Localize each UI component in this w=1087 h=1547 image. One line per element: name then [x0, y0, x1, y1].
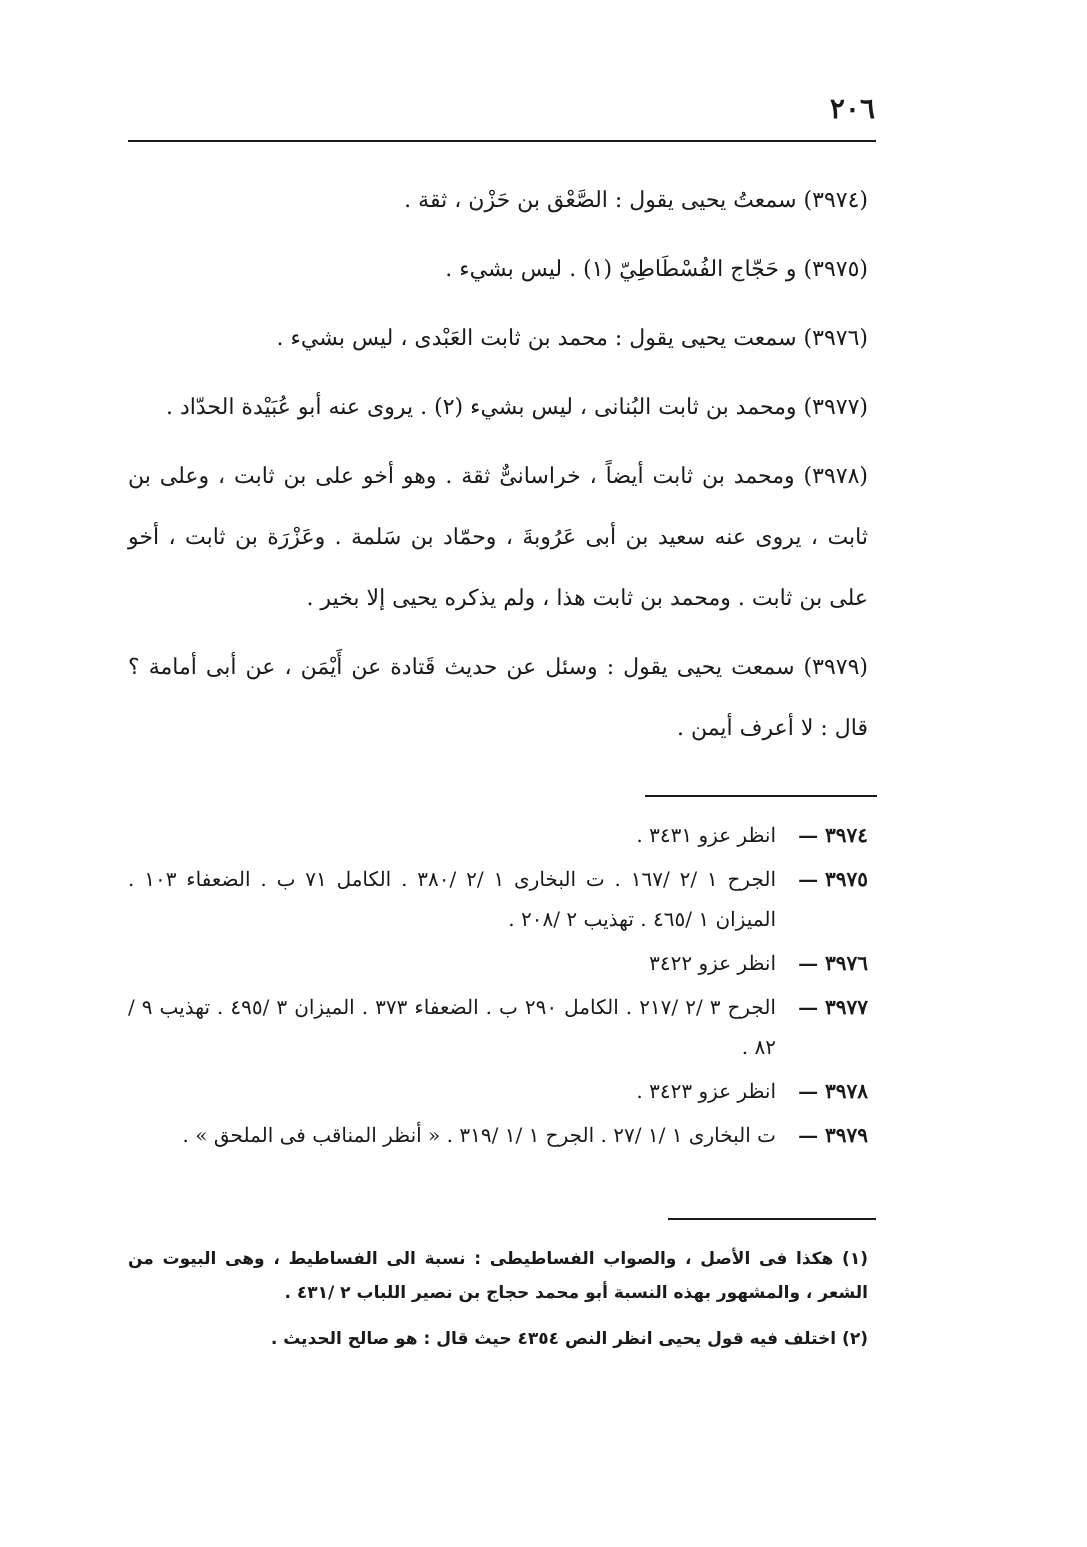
footnote-2: (٢) اختلف فيه قول يحيى انظر النص ٤٣٥٤ حيث قال : هو صالح الحديث . — [270, 1329, 868, 1349]
entry-3978: (٣٩٧٨) ومحمد بن ثابت أيضاً ، خراسانىٌّ ثقة . وهو أخو على بن ثابت ، وعلى بن ثابت ، يروى عنه سعيد بن أبى عَرُوبةَ ، وحمّاد بن سَلمة . وعَزْرَة بن ثابت ، أخو على بن ثابت . ومحمد بن ثابت هذا ، ولم يذكره يحيى إلا بخير . — [128, 464, 868, 611]
reference-text: ت البخارى ١ /١ /٢٧ . الجرح ١ /١ /٣١٩ . « أنظر المناقب فى الملحق » . — [182, 1123, 776, 1147]
reference-text: الجرح ٣ /٢ /٢١٧ . الكامل ٢٩٠ ب . الضعفاء ٣٧٣ . الميزان ٣ /٤٩٥ . تهذيب ٩ /٨٢ . — [128, 995, 776, 1059]
footnote-1: (١) هكذا فى الأصل ، والصواب الفساطيطى : نسبة الى الفساطيط ، وهى البيوت من الشعر ، والمشهور بهذه النسبة أبو محمد حجاج بن نصير اللباب ٢ /٤٣١ . — [128, 1249, 868, 1303]
entry-3979: (٣٩٧٩) سمعت يحيى يقول : وسئل عن حديث قَتادة عن أَيْمَن ، عن أبى أمامة ؟ قال : لا أعرف أيمن . — [128, 655, 868, 741]
reference-text: انظر عزو ٣٤٢٣ . — [636, 1079, 776, 1103]
page-number: ٢٠٦ — [829, 92, 875, 125]
reference-number: ٣٩٧٧ — — [798, 995, 868, 1019]
references-rule — [645, 795, 877, 797]
reference-item — [128, 859, 868, 939]
reference-number: ٣٩٧٥ — — [798, 867, 868, 891]
entry-3976: (٣٩٧٦) سمعت يحيى يقول : محمد بن ثابت العَبْدى ، ليس بشيء . — [276, 326, 868, 351]
entry-3977: (٣٩٧٧) ومحمد بن ثابت البُنانى ، ليس بشيء (٢) . يروى عنه أبو عُبَيْدة الحدّاد . — [165, 395, 868, 420]
footnotes-rule — [668, 1218, 876, 1220]
entry-3974: (٣٩٧٤) سمعتُ يحيى يقول : الصَّعْق بن حَزْن ، ثقة . — [404, 188, 868, 213]
references-section — [128, 815, 868, 1159]
reference-number: ٣٩٧٨ — — [798, 1079, 868, 1103]
reference-text: انظر عزو ٣٤٣١ . — [636, 823, 776, 847]
reference-number: ٣٩٧٩ — — [798, 1123, 868, 1147]
reference-item — [128, 987, 868, 1067]
reference-number: ٣٩٧٤ — — [798, 823, 868, 847]
reference-item — [128, 943, 868, 983]
entry-3975: (٣٩٧٥) و حَجّاج الفُسْطَاطِيّ (١) . ليس بشيء . — [445, 257, 868, 282]
footnotes-section — [128, 1242, 868, 1368]
reference-text: الجرح ١ /٢ /١٦٧ . ت البخارى ١ /٢ /٣٨٠ . الكامل ٧١ ب . الضعفاء ١٠٣ . الميزان ١ /٤٦٥ . تهذيب ٢ /٢٠٨ . — [128, 867, 777, 931]
reference-item — [128, 1071, 868, 1111]
main-text — [128, 170, 868, 767]
reference-item — [128, 815, 868, 855]
header-rule — [128, 140, 876, 142]
reference-item — [128, 1115, 868, 1155]
reference-text: انظر عزو ٣٤٢٢ — [649, 951, 776, 975]
reference-number: ٣٩٧٦ — — [798, 951, 868, 975]
